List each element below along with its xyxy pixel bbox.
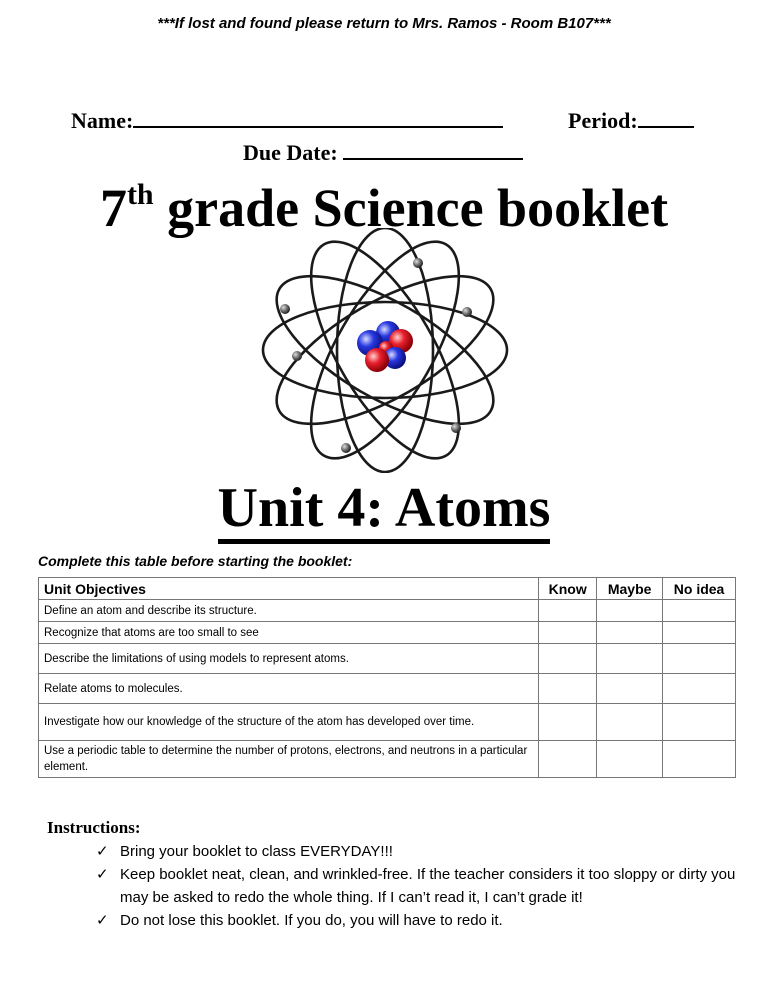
objective-text: Investigate how our knowledge of the structure of the atom has developed over time. [39,704,539,741]
objectives-table [38,577,736,778]
table-row [39,622,736,644]
objective-text: Use a periodic table to determine the number of protons, electrons, and neutrons in a particular element. [39,741,539,778]
checkmark-icon: ✓ [96,843,109,860]
header-know: Know [539,578,597,600]
unit-title-text: Unit 4: Atoms [218,477,551,544]
list-item [96,840,736,863]
know-cell[interactable] [539,741,597,778]
instruction-text: Bring your booklet to class EVERYDAY!!! [120,843,393,860]
name-blank-line[interactable] [133,108,503,128]
name-field [71,108,503,134]
period-label: Period: [568,108,638,133]
table-row [39,704,736,741]
checkmark-icon: ✓ [96,866,109,883]
atom-icon [255,228,515,473]
table-caption: Complete this table before starting the booklet: [38,553,353,569]
maybe-cell[interactable] [597,622,663,644]
no-idea-cell[interactable] [663,622,736,644]
objective-text: Define an atom and describe its structure. [39,600,539,622]
grade-suffix: th [126,178,154,211]
no-idea-cell[interactable] [663,644,736,674]
objective-text: Relate atoms to molecules. [39,674,539,704]
know-cell[interactable] [539,644,597,674]
header-no-idea: No idea [663,578,736,600]
unit-title [0,476,768,540]
list-item [96,863,736,909]
name-label: Name: [71,108,134,133]
table-row [39,674,736,704]
no-idea-cell[interactable] [663,674,736,704]
no-idea-cell[interactable] [663,704,736,741]
know-cell[interactable] [539,674,597,704]
checkmark-icon: ✓ [96,912,109,929]
know-cell[interactable] [539,704,597,741]
instruction-text: Do not lose this booklet. If you do, you will have to redo it. [120,912,503,929]
instructions-list [96,840,736,932]
maybe-cell[interactable] [597,644,663,674]
table-row [39,600,736,622]
atom-illustration [255,228,515,478]
maybe-cell[interactable] [597,704,663,741]
due-date-blank-line[interactable] [343,140,523,160]
table-row [39,741,736,778]
title-text: grade Science booklet [167,178,669,238]
instruction-text: Keep booklet neat, clean, and wrinkled-free. If the teacher considers it too sloppy or dirty you may be asked to redo the whole thing. If I can’t read it, I can’t grade it! [120,866,736,906]
table-header-row [39,578,736,600]
no-idea-cell[interactable] [663,600,736,622]
period-field [568,108,694,134]
nucleus [357,321,413,372]
no-idea-cell[interactable] [663,741,736,778]
table-row [39,644,736,674]
maybe-cell[interactable] [597,674,663,704]
period-blank-line[interactable] [638,108,694,128]
know-cell[interactable] [539,600,597,622]
lost-and-found-notice: ***If lost and found please return to Mrs. Ramos - Room B107*** [157,15,611,32]
instructions-title: Instructions: [47,818,141,837]
maybe-cell[interactable] [597,741,663,778]
due-date-label: Due Date: [243,140,338,165]
know-cell[interactable] [539,622,597,644]
grade-number: 7 [99,178,127,238]
objective-text: Recognize that atoms are too small to see [39,622,539,644]
maybe-cell[interactable] [597,600,663,622]
objective-text: Describe the limitations of using models to represent atoms. [39,644,539,674]
list-item [96,909,736,932]
header-maybe: Maybe [597,578,663,600]
header-unit-objectives: Unit Objectives [39,578,539,600]
